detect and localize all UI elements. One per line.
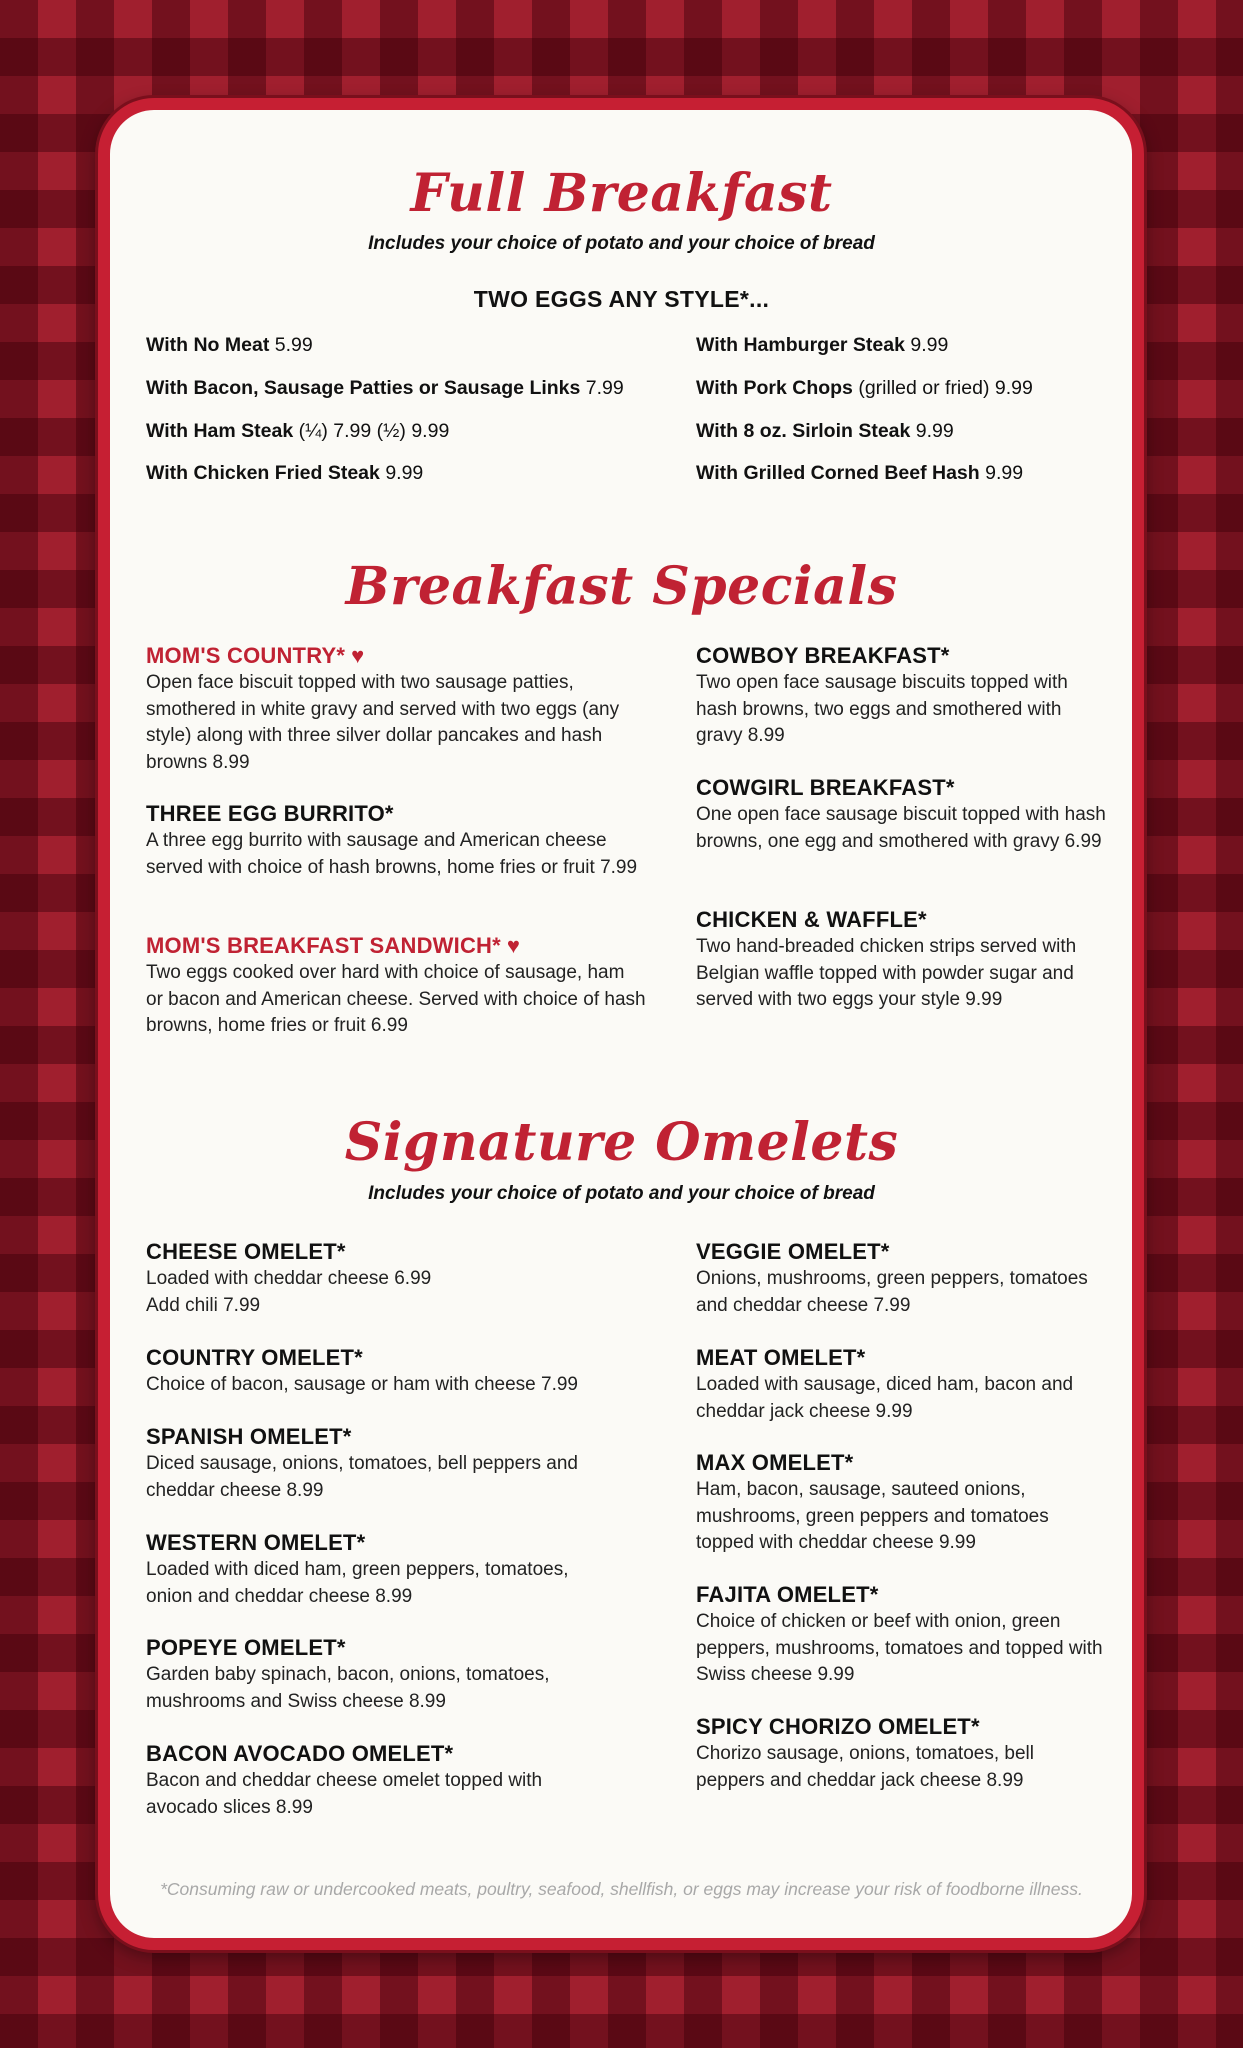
item-name: VEGGIE OMELET* (696, 1239, 890, 1264)
item-description: Two hand-breaded chicken strips served with Belgian waffle topped with powder sugar and served with two eggs your style 9.99 (696, 936, 1077, 1010)
item-description-extra: Add chili 7.99 (146, 1294, 261, 1316)
health-disclaimer: *Consuming raw or undercooked meats, poultry, seafood, shellfish, or eggs may increase your risk of foodborne illness. (160, 1879, 1083, 1899)
item-description: Ham, bacon, sausage, sauteed onions, mushrooms, green peppers and tomatoes topped with cheddar cheese 9.99 (696, 1479, 1049, 1553)
item-name: FAJITA OMELET* (696, 1582, 879, 1607)
item-description: Diced sausage, onions, tomatoes, bell peppers and cheddar cheese 8.99 (146, 1453, 578, 1501)
eggs-option: With 8 oz. Sirloin Steak 9.99 (696, 420, 954, 442)
two-eggs-heading: TWO EGGS ANY STYLE*... (473, 286, 770, 312)
item-name: MEAT OMELET* (696, 1345, 866, 1370)
item-name: POPEYE OMELET* (146, 1635, 346, 1660)
breakfast-specials-title: Breakfast Specials (345, 556, 898, 617)
eggs-option: With Grilled Corned Beef Hash 9.99 (696, 462, 1024, 484)
item-description: Open face biscuit topped with two sausage patties, smothered in white gravy and served with two eggs (any style) along with three silver dollar pancakes and hash browns 8.99 (146, 672, 620, 773)
menu-item (146, 1238, 646, 1319)
item-name: MOM'S BREAKFAST SANDWICH* (146, 933, 501, 958)
item-description: Two eggs cooked over hard with choice of sausage, ham or bacon and American cheese. Served with choice of hash browns, home fries or fruit 6.99 (146, 962, 646, 1036)
menu-item (696, 1449, 1106, 1557)
item-description: A three egg burrito with sausage and American cheese served with choice of hash browns, home fries or fruit 7.99 (146, 830, 638, 878)
item-description: Choice of chicken or beef with onion, green peppers, mushrooms, tomatoes and topped with Swiss cheese 9.99 (696, 1611, 1103, 1685)
menu-item (146, 1634, 646, 1715)
heart-icon: ♥ (351, 643, 365, 668)
item-name: BACON AVOCADO OMELET* (146, 1741, 454, 1766)
item-name: SPANISH OMELET* (146, 1424, 352, 1449)
item-name: WESTERN OMELET* (146, 1530, 366, 1555)
menu-item (696, 906, 1106, 1014)
eggs-option: With Chicken Fried Steak 9.99 (146, 462, 424, 484)
item-name: COUNTRY OMELET* (146, 1345, 363, 1370)
item-name: MOM'S COUNTRY* (146, 643, 346, 668)
menu-item (696, 774, 1106, 855)
menu-item (146, 1344, 646, 1399)
signature-omelets-subtitle: Includes your choice of potato and your choice of bread (368, 1183, 875, 1204)
item-description: Choice of bacon, sausage or ham with cheese 7.99 (146, 1374, 578, 1395)
menu-item (696, 642, 1106, 750)
menu-item (146, 642, 646, 776)
menu-item (696, 1344, 1106, 1425)
heart-icon: ♥ (506, 933, 521, 958)
item-name: SPICY CHORIZO OMELET* (696, 1714, 980, 1739)
item-description: Loaded with sausage, diced ham, bacon and cheddar jack cheese 9.99 (696, 1374, 1074, 1422)
item-name: THREE EGG BURRITO* (146, 801, 394, 826)
menu-item (696, 1238, 1106, 1319)
full-breakfast-title: Full Breakfast (410, 163, 833, 224)
item-name: COWBOY BREAKFAST* (696, 643, 950, 668)
eggs-option: With Pork Chops (grilled or fried) 9.99 (696, 377, 1033, 399)
item-name: CHICKEN & WAFFLE* (696, 907, 927, 932)
item-description: Loaded with diced ham, green peppers, tomatoes, onion and cheddar cheese 8.99 (146, 1559, 569, 1607)
menu-item (146, 932, 646, 1040)
item-description: Two open face sausage biscuits topped with hash browns, two eggs and smothered with gravy 8.99 (696, 672, 1068, 746)
full-breakfast-subtitle: Includes your choice of potato and your choice of bread (368, 233, 875, 254)
eggs-option: With Ham Steak (¼) 7.99 (½) 9.99 (146, 420, 450, 442)
item-description: Bacon and cheddar cheese omelet topped with avocado slices 8.99 (146, 1770, 543, 1818)
menu-item (146, 1423, 646, 1504)
item-name: MAX OMELET* (696, 1450, 854, 1475)
menu-item (696, 1713, 1106, 1794)
signature-omelets-title: Signature Omelets (344, 1112, 899, 1173)
menu-item (146, 800, 646, 881)
eggs-option: With Hamburger Steak 9.99 (696, 334, 949, 356)
item-description: One open face sausage biscuit topped with hash browns, one egg and smothered with gravy 6.99 (696, 804, 1106, 852)
item-name: COWGIRL BREAKFAST* (696, 775, 955, 800)
item-description: Garden baby spinach, bacon, onions, tomatoes, mushrooms and Swiss cheese 8.99 (146, 1664, 550, 1712)
menu-item (696, 1581, 1106, 1689)
eggs-option: With Bacon, Sausage Patties or Sausage Links 7.99 (146, 377, 624, 399)
item-description: Chorizo sausage, onions, tomatoes, bell peppers and cheddar jack cheese 8.99 (696, 1743, 1034, 1791)
menu-item (146, 1529, 646, 1610)
item-description: Loaded with cheddar cheese 6.99 (146, 1268, 432, 1289)
eggs-option: With No Meat 5.99 (146, 334, 313, 356)
item-name: CHEESE OMELET* (146, 1239, 346, 1264)
item-description: Onions, mushrooms, green peppers, tomatoes and cheddar cheese 7.99 (696, 1268, 1088, 1316)
menu-item (146, 1740, 646, 1821)
